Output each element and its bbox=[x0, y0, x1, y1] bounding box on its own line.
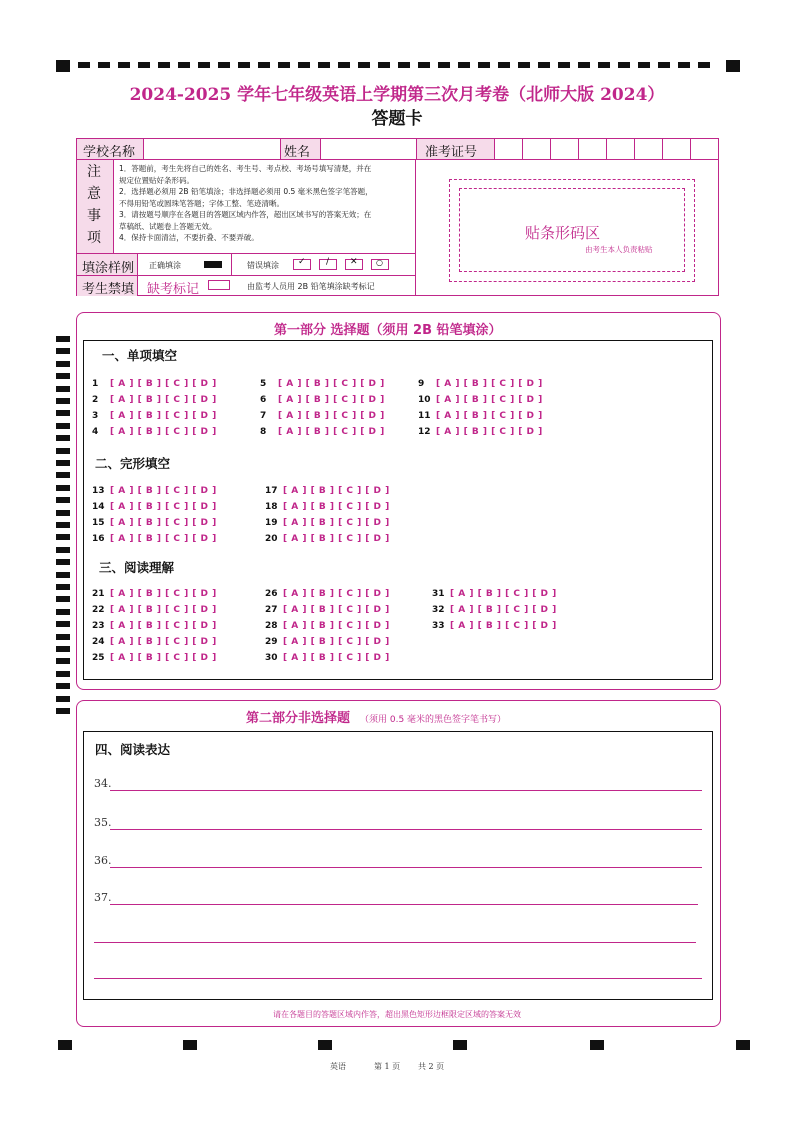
dash-mark bbox=[158, 62, 170, 68]
question-15[interactable] bbox=[92, 518, 217, 528]
left-mark bbox=[56, 708, 70, 714]
question-number: 25 bbox=[92, 653, 105, 663]
question-8[interactable] bbox=[260, 427, 385, 437]
question-21[interactable] bbox=[92, 589, 217, 599]
question-number: 17 bbox=[265, 486, 278, 496]
left-mark bbox=[56, 596, 70, 602]
left-mark bbox=[56, 497, 70, 503]
footer-subject: 英语 bbox=[330, 1062, 346, 1071]
question-1[interactable] bbox=[92, 379, 217, 389]
left-mark bbox=[56, 423, 70, 429]
question-10[interactable] bbox=[418, 395, 543, 405]
wrong-fill-samples bbox=[293, 259, 397, 270]
question-number: 23 bbox=[92, 621, 105, 631]
footer-page: 第 1 页 bbox=[374, 1062, 401, 1071]
question-12[interactable] bbox=[418, 427, 543, 437]
answer-options[interactable]: [ A ] [ B ] [ C ] [ D ] bbox=[283, 589, 390, 599]
question-number: 24 bbox=[92, 637, 105, 647]
left-mark bbox=[56, 460, 70, 466]
exam-id-label: 准考证号 bbox=[425, 145, 478, 160]
question-number: 11 bbox=[418, 411, 431, 421]
dash-mark bbox=[198, 62, 210, 68]
question-6[interactable] bbox=[260, 395, 385, 405]
question-26[interactable] bbox=[265, 589, 390, 599]
question-number: 27 bbox=[265, 605, 278, 615]
school-name-label: 学校名称 bbox=[83, 145, 136, 160]
left-mark bbox=[56, 634, 70, 640]
answer-options[interactable]: [ A ] [ B ] [ C ] [ D ] bbox=[110, 427, 217, 437]
question-number: 18 bbox=[265, 502, 278, 512]
question-22[interactable] bbox=[92, 605, 217, 615]
top-alignment-bar bbox=[56, 60, 740, 70]
footer-total: 共 2 页 bbox=[418, 1062, 445, 1071]
question-number: 7 bbox=[260, 411, 267, 421]
dash-mark bbox=[418, 62, 430, 68]
name-label: 姓名 bbox=[284, 145, 311, 160]
left-mark bbox=[56, 336, 70, 342]
answer-area-warning: 请在各题目的答题区域内作答，超出黑色矩形边框限定区域的答案无效 bbox=[273, 1010, 521, 1019]
answer-options[interactable]: [ A ] [ B ] [ C ] [ D ] bbox=[110, 379, 217, 389]
name-field[interactable] bbox=[321, 140, 416, 159]
part2-answer-box bbox=[83, 731, 713, 1000]
left-mark bbox=[56, 510, 70, 516]
question-32[interactable] bbox=[432, 605, 557, 615]
dash-mark bbox=[518, 62, 530, 68]
dash-mark bbox=[78, 62, 90, 68]
answer-options[interactable]: [ A ] [ B ] [ C ] [ D ] bbox=[110, 395, 217, 405]
dash-mark bbox=[558, 62, 570, 68]
dash-mark bbox=[218, 62, 230, 68]
answer-options[interactable]: [ A ] [ B ] [ C ] [ D ] bbox=[110, 486, 217, 496]
question-number: 28 bbox=[265, 621, 278, 631]
answer-line-36[interactable] bbox=[110, 867, 702, 868]
dash-mark bbox=[238, 62, 250, 68]
question-33[interactable] bbox=[432, 621, 557, 631]
question-27[interactable] bbox=[265, 605, 390, 615]
answer-options[interactable]: [ A ] [ B ] [ C ] [ D ] bbox=[283, 502, 390, 512]
question-number: 30 bbox=[265, 653, 278, 663]
part1-title: 第一部分 选择题（须用 2B 铅笔填涂） bbox=[274, 323, 502, 338]
answer-options[interactable]: [ A ] [ B ] [ C ] [ D ] bbox=[110, 653, 217, 663]
absent-mark-box[interactable] bbox=[208, 280, 230, 290]
question-number: 29 bbox=[265, 637, 278, 647]
dash-mark bbox=[618, 62, 630, 68]
dash-mark bbox=[658, 62, 670, 68]
fill-sample-label: 填涂样例 bbox=[82, 261, 135, 276]
question-25[interactable] bbox=[92, 653, 217, 663]
question-11[interactable] bbox=[418, 411, 543, 421]
answer-options[interactable]: [ A ] [ B ] [ C ] [ D ] bbox=[450, 621, 557, 631]
question-31[interactable] bbox=[432, 589, 557, 599]
answer-card-title: 答题卡 bbox=[371, 109, 423, 129]
question-37-label: 37. bbox=[94, 891, 112, 904]
dash-mark bbox=[638, 62, 650, 68]
question-number: 13 bbox=[92, 486, 105, 496]
notice-char: 意 bbox=[87, 186, 101, 202]
question-number: 33 bbox=[432, 621, 445, 631]
answer-options[interactable]: [ A ] [ B ] [ C ] [ D ] bbox=[436, 379, 543, 389]
question-number: 12 bbox=[418, 427, 431, 437]
left-mark bbox=[56, 522, 70, 528]
correct-fill-sample bbox=[204, 261, 222, 268]
question-23[interactable] bbox=[92, 621, 217, 631]
answer-options[interactable]: [ A ] [ B ] [ C ] [ D ] bbox=[278, 427, 385, 437]
question-16[interactable] bbox=[92, 534, 217, 544]
wrong-fill-label: 错误填涂 bbox=[247, 261, 279, 270]
answer-options[interactable]: [ A ] [ B ] [ C ] [ D ] bbox=[283, 534, 390, 544]
left-mark bbox=[56, 485, 70, 491]
answer-line-37[interactable] bbox=[110, 904, 698, 905]
question-number: 3 bbox=[92, 411, 99, 421]
answer-line-34[interactable] bbox=[110, 790, 702, 791]
dash-mark bbox=[398, 62, 410, 68]
check-mark-icon: ✓ bbox=[293, 259, 311, 270]
question-24[interactable] bbox=[92, 637, 217, 647]
question-18[interactable] bbox=[265, 502, 390, 512]
section-title-cloze: 二、完形填空 bbox=[95, 456, 171, 471]
correct-fill-label: 正确填涂 bbox=[149, 261, 181, 270]
dash-mark bbox=[498, 62, 510, 68]
answer-options[interactable]: [ A ] [ B ] [ C ] [ D ] bbox=[110, 637, 217, 647]
left-mark bbox=[56, 572, 70, 578]
question-29[interactable] bbox=[265, 637, 390, 647]
answer-options[interactable]: [ A ] [ B ] [ C ] [ D ] bbox=[110, 605, 217, 615]
answer-options[interactable]: [ A ] [ B ] [ C ] [ D ] bbox=[436, 395, 543, 405]
barcode-note: 由考生本人负责粘贴 bbox=[585, 245, 653, 254]
school-name-field[interactable] bbox=[144, 140, 280, 159]
exam-id-boxes[interactable] bbox=[495, 140, 717, 159]
question-number: 1 bbox=[92, 379, 99, 389]
answer-options[interactable]: [ A ] [ B ] [ C ] [ D ] bbox=[278, 395, 385, 405]
left-mark bbox=[56, 534, 70, 540]
left-mark bbox=[56, 559, 70, 565]
answer-options[interactable]: [ A ] [ B ] [ C ] [ D ] bbox=[283, 605, 390, 615]
dash-mark bbox=[678, 62, 690, 68]
left-mark bbox=[56, 646, 70, 652]
dash-mark bbox=[338, 62, 350, 68]
left-mark bbox=[56, 658, 70, 664]
answer-options[interactable]: [ A ] [ B ] [ C ] [ D ] bbox=[450, 589, 557, 599]
section-title-reading-expression: 四、阅读表达 bbox=[95, 742, 171, 757]
question-36-label: 36. bbox=[94, 854, 112, 867]
question-number: 6 bbox=[260, 395, 267, 405]
question-20[interactable] bbox=[265, 534, 390, 544]
dash-mark bbox=[358, 62, 370, 68]
question-number: 20 bbox=[265, 534, 278, 544]
answer-options[interactable]: [ A ] [ B ] [ C ] [ D ] bbox=[450, 605, 557, 615]
question-34-label: 34. bbox=[94, 777, 112, 790]
absent-mark-label: 缺考标记 bbox=[147, 282, 200, 297]
dash-mark bbox=[598, 62, 610, 68]
question-19[interactable] bbox=[265, 518, 390, 528]
section-title-single-choice: 一、单项填空 bbox=[102, 348, 178, 363]
dash-mark bbox=[138, 62, 150, 68]
notices-text: 1．答题前，考生先将自己的姓名、考生号、考点校、考场号填写清楚，并在 规定位置贴好条形码。 2．选择题必须用 2B 铅笔填涂；非选择题必须用 0.5 毫米黑色签字笔答题， 不得用铅笔或圆珠笔答题；字体工整、笔迹清晰。 3．请按题号顺序在各题目的答题区域内作答，超出区域书写的答案无效；在 草稿纸、试题卷上答题无效。 4．保持卡面清洁，不要折叠、不要弄破。 bbox=[119, 164, 373, 242]
notice-char: 项 bbox=[87, 230, 101, 246]
question-number: 14 bbox=[92, 502, 105, 512]
left-mark bbox=[56, 621, 70, 627]
left-mark bbox=[56, 671, 70, 677]
question-number: 4 bbox=[92, 427, 99, 437]
forbidden-label: 考生禁填 bbox=[82, 282, 135, 297]
answer-line-37c[interactable] bbox=[94, 978, 702, 979]
question-5[interactable] bbox=[260, 379, 385, 389]
dash-mark bbox=[298, 62, 310, 68]
answer-options[interactable]: [ A ] [ B ] [ C ] [ D ] bbox=[436, 411, 543, 421]
left-mark bbox=[56, 584, 70, 590]
dash-mark bbox=[538, 62, 550, 68]
answer-options[interactable]: [ A ] [ B ] [ C ] [ D ] bbox=[110, 534, 217, 544]
left-mark bbox=[56, 609, 70, 615]
left-mark bbox=[56, 448, 70, 454]
question-3[interactable] bbox=[92, 411, 217, 421]
answer-line-37b[interactable] bbox=[94, 942, 696, 943]
answer-options[interactable]: [ A ] [ B ] [ C ] [ D ] bbox=[436, 427, 543, 437]
part2-title: 第二部分非选择题 （须用 0.5 毫米的黑色签字笔书写） bbox=[246, 711, 507, 726]
question-number: 10 bbox=[418, 395, 431, 405]
dash-mark bbox=[438, 62, 450, 68]
left-mark bbox=[56, 435, 70, 441]
dash-mark bbox=[458, 62, 470, 68]
question-number: 22 bbox=[92, 605, 105, 615]
answer-line-35[interactable] bbox=[110, 829, 702, 830]
question-4[interactable] bbox=[92, 427, 217, 437]
header-info-table bbox=[76, 138, 719, 296]
question-17[interactable] bbox=[265, 486, 390, 496]
question-number: 21 bbox=[92, 589, 105, 599]
left-mark bbox=[56, 386, 70, 392]
question-35-label: 35. bbox=[94, 816, 112, 829]
question-number: 19 bbox=[265, 518, 278, 528]
left-mark bbox=[56, 373, 70, 379]
dash-mark bbox=[478, 62, 490, 68]
answer-options[interactable]: [ A ] [ B ] [ C ] [ D ] bbox=[283, 486, 390, 496]
question-number: 26 bbox=[265, 589, 278, 599]
question-number: 16 bbox=[92, 534, 105, 544]
question-14[interactable] bbox=[92, 502, 217, 512]
question-number: 31 bbox=[432, 589, 445, 599]
exam-title: 2024-2025 学年七年级英语上学期第三次月考卷（北师大版 2024） bbox=[129, 85, 665, 105]
section-title-reading: 三、阅读理解 bbox=[99, 560, 175, 575]
dash-mark bbox=[178, 62, 190, 68]
question-number: 8 bbox=[260, 427, 267, 437]
notice-char: 注 bbox=[87, 164, 101, 180]
answer-options[interactable]: [ A ] [ B ] [ C ] [ D ] bbox=[283, 653, 390, 663]
cross-mark-icon: ✕ bbox=[345, 259, 363, 270]
question-number: 5 bbox=[260, 379, 267, 389]
answer-options[interactable]: [ A ] [ B ] [ C ] [ D ] bbox=[278, 411, 385, 421]
answer-options[interactable]: [ A ] [ B ] [ C ] [ D ] bbox=[110, 411, 217, 421]
question-number: 32 bbox=[432, 605, 445, 615]
dash-mark bbox=[698, 62, 710, 68]
circle-mark-icon: ○ bbox=[371, 259, 389, 270]
dash-mark bbox=[258, 62, 270, 68]
dash-mark bbox=[278, 62, 290, 68]
answer-options[interactable]: [ A ] [ B ] [ C ] [ D ] bbox=[110, 502, 217, 512]
left-mark bbox=[56, 547, 70, 553]
dash-mark bbox=[578, 62, 590, 68]
left-mark bbox=[56, 398, 70, 404]
question-30[interactable] bbox=[265, 653, 390, 663]
dash-mark bbox=[378, 62, 390, 68]
answer-options[interactable]: [ A ] [ B ] [ C ] [ D ] bbox=[110, 589, 217, 599]
dash-mark bbox=[118, 62, 130, 68]
question-2[interactable] bbox=[92, 395, 217, 405]
question-number: 9 bbox=[418, 379, 425, 389]
barcode-label: 贴条形码区 bbox=[525, 224, 601, 242]
question-number: 15 bbox=[92, 518, 105, 528]
slash-mark-icon: / bbox=[319, 259, 337, 270]
dash-mark bbox=[98, 62, 110, 68]
left-mark bbox=[56, 696, 70, 702]
answer-options[interactable]: [ A ] [ B ] [ C ] [ D ] bbox=[283, 621, 390, 631]
left-mark bbox=[56, 472, 70, 478]
absent-note: 由监考人员用 2B 铅笔填涂缺考标记 bbox=[247, 282, 375, 291]
question-7[interactable] bbox=[260, 411, 385, 421]
answer-options[interactable]: [ A ] [ B ] [ C ] [ D ] bbox=[283, 637, 390, 647]
left-mark bbox=[56, 410, 70, 416]
answer-options[interactable]: [ A ] [ B ] [ C ] [ D ] bbox=[110, 621, 217, 631]
answer-options[interactable]: [ A ] [ B ] [ C ] [ D ] bbox=[283, 518, 390, 528]
left-mark bbox=[56, 348, 70, 354]
corner-block bbox=[56, 60, 70, 72]
left-mark bbox=[56, 683, 70, 689]
question-number: 2 bbox=[92, 395, 99, 405]
question-9[interactable] bbox=[418, 379, 543, 389]
question-28[interactable] bbox=[265, 621, 390, 631]
notice-char: 事 bbox=[87, 208, 101, 224]
left-mark bbox=[56, 361, 70, 367]
answer-options[interactable]: [ A ] [ B ] [ C ] [ D ] bbox=[278, 379, 385, 389]
corner-block bbox=[726, 60, 740, 72]
dash-mark bbox=[318, 62, 330, 68]
answer-options[interactable]: [ A ] [ B ] [ C ] [ D ] bbox=[110, 518, 217, 528]
question-13[interactable] bbox=[92, 486, 217, 496]
